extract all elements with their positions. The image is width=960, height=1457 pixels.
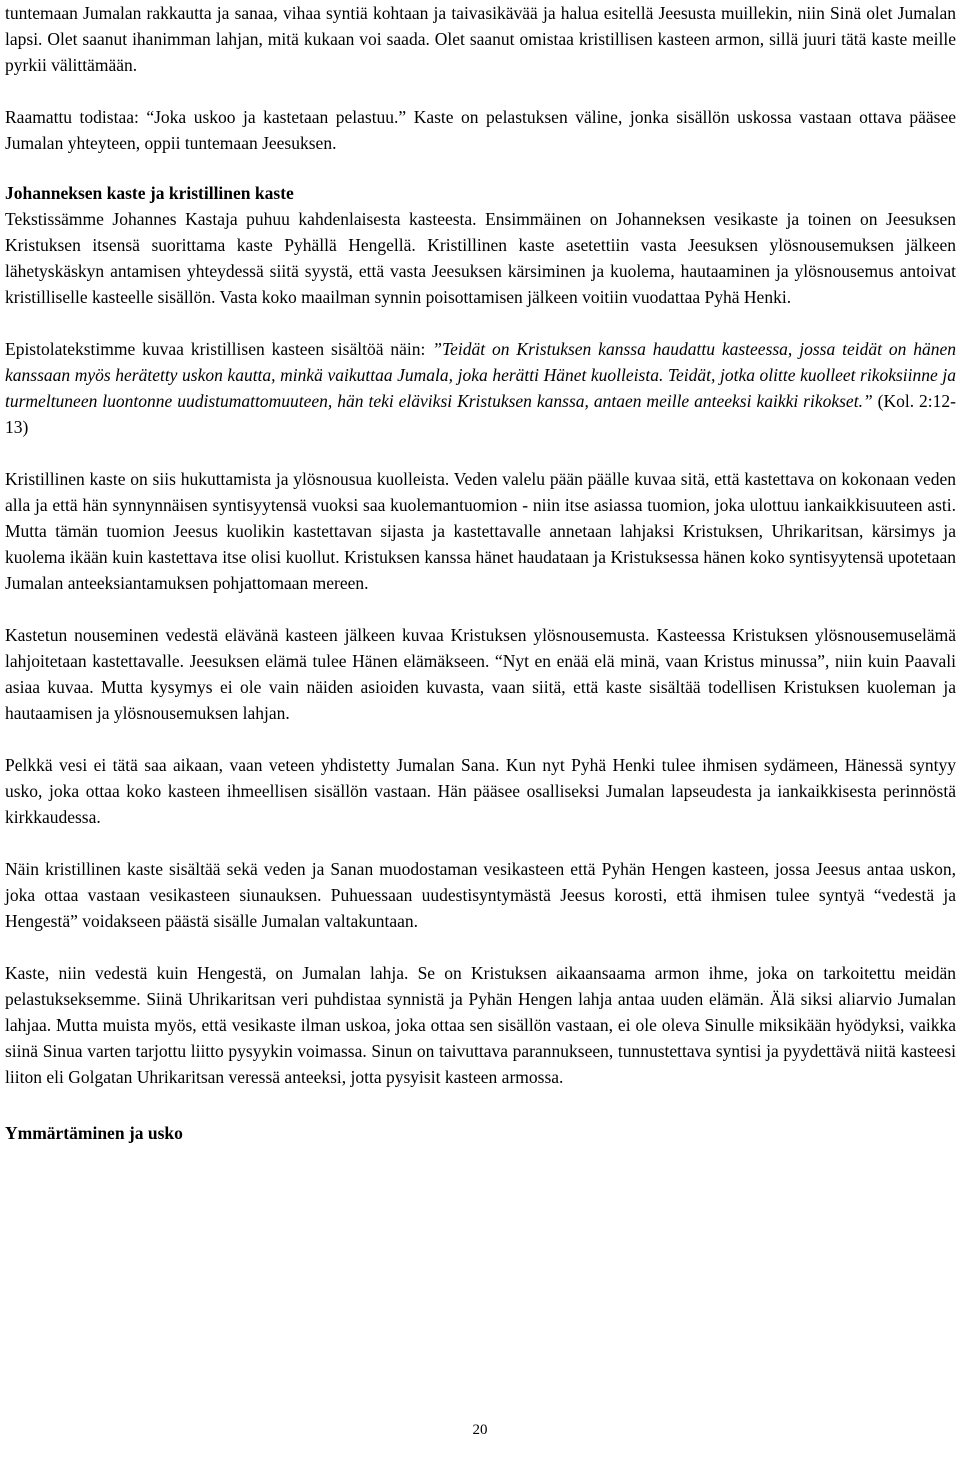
- paragraph-raamattu: Raamattu todistaa: “Joka uskoo ja kastetaan pelastuu.” Kaste on pelastuksen väline, jonka sisällön uskossa vastaan ottava pääsee Jumalan yhteyteen, oppii tuntemaan Jeesuksen.: [5, 107, 956, 153]
- paragraph-intro: tuntemaan Jumalan rakkautta ja sanaa, vihaa syntiä kohtaan ja taivasikävää ja halua esitellä Jeesusta muillekin, niin Sinä olet Jumalan lapsi. Olet saanut ihanimman lahjan, mitä kukaan voi saada. Olet saanut omistaa kristillisen kasteen armon, sillä juuri tätä kaste meille pyrkii välittämään.: [5, 3, 956, 75]
- section-heading-johannes: Johanneksen kaste ja kristillinen kaste: [5, 183, 294, 203]
- paragraph-epistola: [5, 336, 956, 440]
- epistola-lead: Epistolatekstimme kuvaa kristillisen kasteen sisältöä näin:: [5, 339, 433, 359]
- epistola-reference: (Kol. 2:12-13): [5, 391, 956, 437]
- paragraph-sisaltaa: Näin kristillinen kaste sisältää sekä veden ja Sanan muodostaman vesikasteen että Pyhän Hengen kasteen, jossa Jeesus antaa uskon, joka ottaa vastaan vesikasteen siunauksen. Puhuessaan uudestisyntymästä Jeesus korosti, että ihmisen tulee syntyä “vedestä ja Hengestä” voidakseen päästä sisälle Jumalan valtakuntaan.: [5, 859, 956, 931]
- epistola-quote-1: ”Teidät on Kristuksen kanssa haudattu kasteessa, jossa teidät on hänen kanssaan myös herätetty uskon kautta, minkä vaikuttaa Jumala, joka herätti Hänet kuolleista.: [5, 339, 957, 385]
- paragraph-lahja: Kaste, niin vedestä kuin Hengestä, on Jumalan lahja. Se on Kristuksen aikaansaama armon ihme, joka on tarkoitettu meidän pelastukseksemme. Siinä Uhrikaritsan veri puhdistaa synnistä ja Pyhän Hengen lahja antaa uuden elämän. Älä siksi aliarvio Jumalan lahjaa. Mutta muista myös, että vesikaste ilman uskoa, joka ottaa sen sisällön vastaan, ei ole oleva Sinulle miksikään hyödyksi, vaikka siinä Sinua varten tarjottu liitto pysyykin voimassa. Sinun on taivuttava parannukseen, tunnustettava syntisi ja pyydettävä niitä kasteesi liiton eli Golgatan Uhrikaritsan veressä anteeksi, jotta pysyisit kasteen armossa.: [5, 963, 956, 1087]
- paragraph-vesi: Pelkkä vesi ei tätä saa aikaan, vaan veteen yhdistetty Jumalan Sana. Kun nyt Pyhä Henki tulee ihmisen sydämeen, Hänessä syntyy usko, joka ottaa koko kasteen ihmeellisen sisällön vastaan. Hän pääsee osalliseksi Jumalan lapseudesta ja iankaikkisesta perinnöstä kirkkaudessa.: [5, 755, 956, 827]
- document-page: [5, 0, 956, 1146]
- paragraph-hukuttamista: Kristillinen kaste on siis hukuttamista ja ylösnousua kuolleista. Veden valelu pään päälle kuvaa sitä, että kastettava on kokonaan veden alla ja että hän synnynnäisen syntisyytensä vuoksi saa kuolemantuomion - niin itse asiassa tuomion, joka ulottuu iankaikkisuuteen asti. Mutta tämän tuomion Jeesus kuolikin kastettavan sijasta ja kastettavalle annetaan lahjaksi Kristuksen, Uhrikaritsan, kärsimys ja kuolema ikään kuin kastettava itse olisi kuollut. Kristuksen kanssa hänet haudataan ja Kristuksessa hänen koko syntisyytensä upotetaan Jumalan anteeksiantamuksen pohjattomaan mereen.: [5, 469, 956, 593]
- epistola-quote-2: Teidät, jotka olitte kuolleet rikoksiinne ja turmeltuneen luontonne uudistumattomuuteen, hän teki eläviksi Kristuksen kanssa, antaen meille anteeksi kaikki rikokset.”: [5, 365, 956, 411]
- paragraph-johannes: Tekstissämme Johannes Kastaja puhuu kahdenlaisesta kasteesta. Ensimmäinen on Johanneksen vesikaste ja toinen on Jeesuksen Kristuksen itsensä suorittama kaste Pyhällä Hengellä. Kristillinen kaste asetettiin vasta Jeesuksen ylösnousemuksen jälkeen lähetyskäskyn antamisen yhteydessä siitä syystä, että vasta Jeesuksen kärsiminen ja kuolema, hautaaminen ja ylösnousemus antoivat kristilliselle kasteelle sisällön. Vasta koko maailman synnin poisottamisen jälkeen voitiin vuodattaa Pyhä Henki.: [5, 209, 956, 307]
- paragraph-nouseminen: Kastetun nouseminen vedestä elävänä kasteen jälkeen kuvaa Kristuksen ylösnousemusta. Kasteessa Kristuksen ylösnousemuselämä lahjoitetaan kastettavalle. Jeesuksen elämä tulee Hänen elämäkseen. “Nyt en enää elä minä, vaan Kristus minussa”, niin kuin Paavali asiaa kuvaa. Mutta kysymys ei ole vain näiden asioiden kuvasta, vaan siitä, että kaste sisältää todellisen Kristuksen kuoleman ja hautaamisen ja ylösnousemuksen lahjan.: [5, 625, 956, 723]
- page-number: 20: [472, 1422, 488, 1438]
- section-heading-ymmartaminen: Ymmärtäminen ja usko: [5, 1123, 183, 1143]
